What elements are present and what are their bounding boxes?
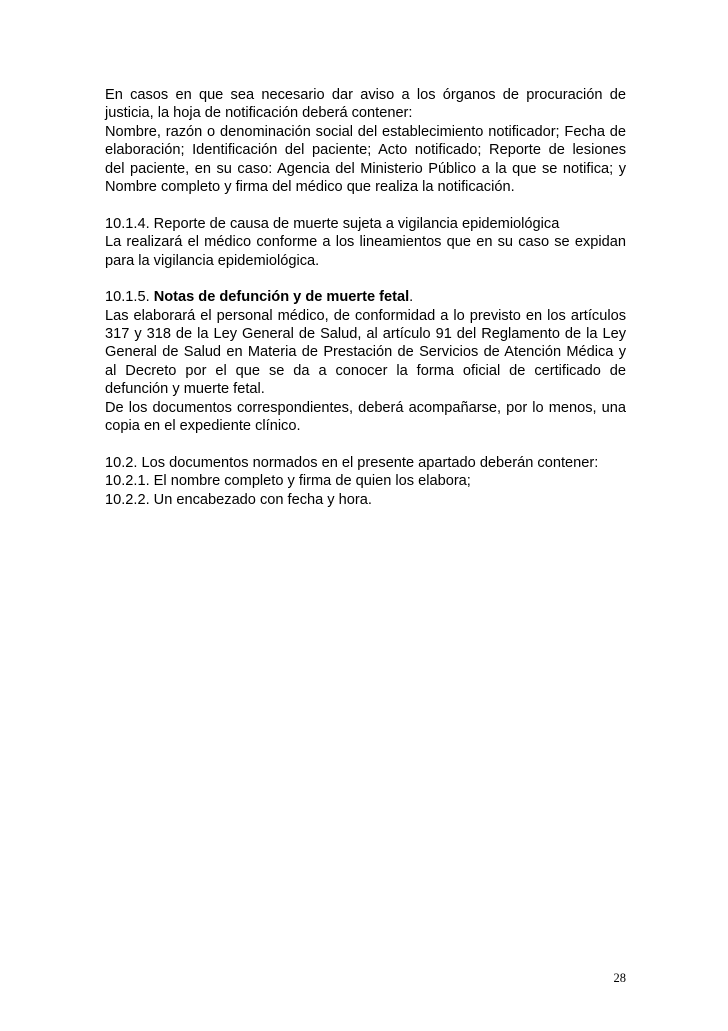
text-line: del paciente, en su caso: Agencia del Ministerio Público a la que se notifica; y (105, 160, 626, 177)
section-heading (105, 288, 626, 306)
text-line: La realizará el médico conforme a los lineamientos que en su caso se expidan (105, 234, 626, 251)
text-line: elaboración; Identificación del paciente; Acto notificado; Reporte de lesiones (105, 142, 626, 159)
text-line: defunción y muerte fetal. (105, 381, 265, 398)
text-line: 317 y 318 de la Ley General de Salud, al artículo 91 del Reglamento de la Ley (105, 326, 626, 343)
heading-period: . (409, 289, 414, 306)
paragraph-document-requirements (105, 454, 626, 509)
text-line: al Decreto por el que se da a conocer la forma oficial de certificado de (105, 362, 626, 379)
text-line: copia en el expediente clínico. (105, 418, 301, 435)
text-line: para la vigilancia epidemiológica. (105, 252, 320, 269)
heading-title: Notas de defunción y de muerte fetal (153, 289, 410, 306)
paragraph-epidemiological-report (105, 215, 626, 270)
text-line: De los documentos correspondientes, deberá acompañarse, por lo menos, una (105, 399, 626, 416)
text-line: Las elaborará el personal médico, de conformidad a lo previsto en los artículos (105, 307, 626, 324)
paragraph-death-notes (105, 288, 626, 435)
paragraph-notification-content (105, 86, 626, 196)
page-number: 28 (613, 971, 626, 985)
section-heading: 10.1.4. Reporte de causa de muerte sujeta a vigilancia epidemiológica (105, 215, 560, 232)
text-line: justicia, la hoja de notificación deberá contener: (105, 105, 413, 122)
text-line: Nombre, razón o denominación social del establecimiento notificador; Fecha de (105, 123, 626, 140)
list-item: 10.2.1. El nombre completo y firma de quien los elabora; (105, 473, 471, 490)
text-line: En casos en que sea necesario dar aviso a los órganos de procuración de (105, 87, 626, 103)
heading-number: 10.1.5. (105, 289, 150, 306)
text-line: Nombre completo y firma del médico que realiza la notificación. (105, 178, 515, 195)
section-heading: 10.2. Los documentos normados en el presente apartado deberán contener: (105, 454, 599, 471)
list-item: 10.2.2. Un encabezado con fecha y hora. (105, 491, 372, 508)
document-body (105, 86, 626, 527)
text-line: General de Salud en Materia de Prestación de Servicios de Atención Médica y (105, 344, 626, 361)
